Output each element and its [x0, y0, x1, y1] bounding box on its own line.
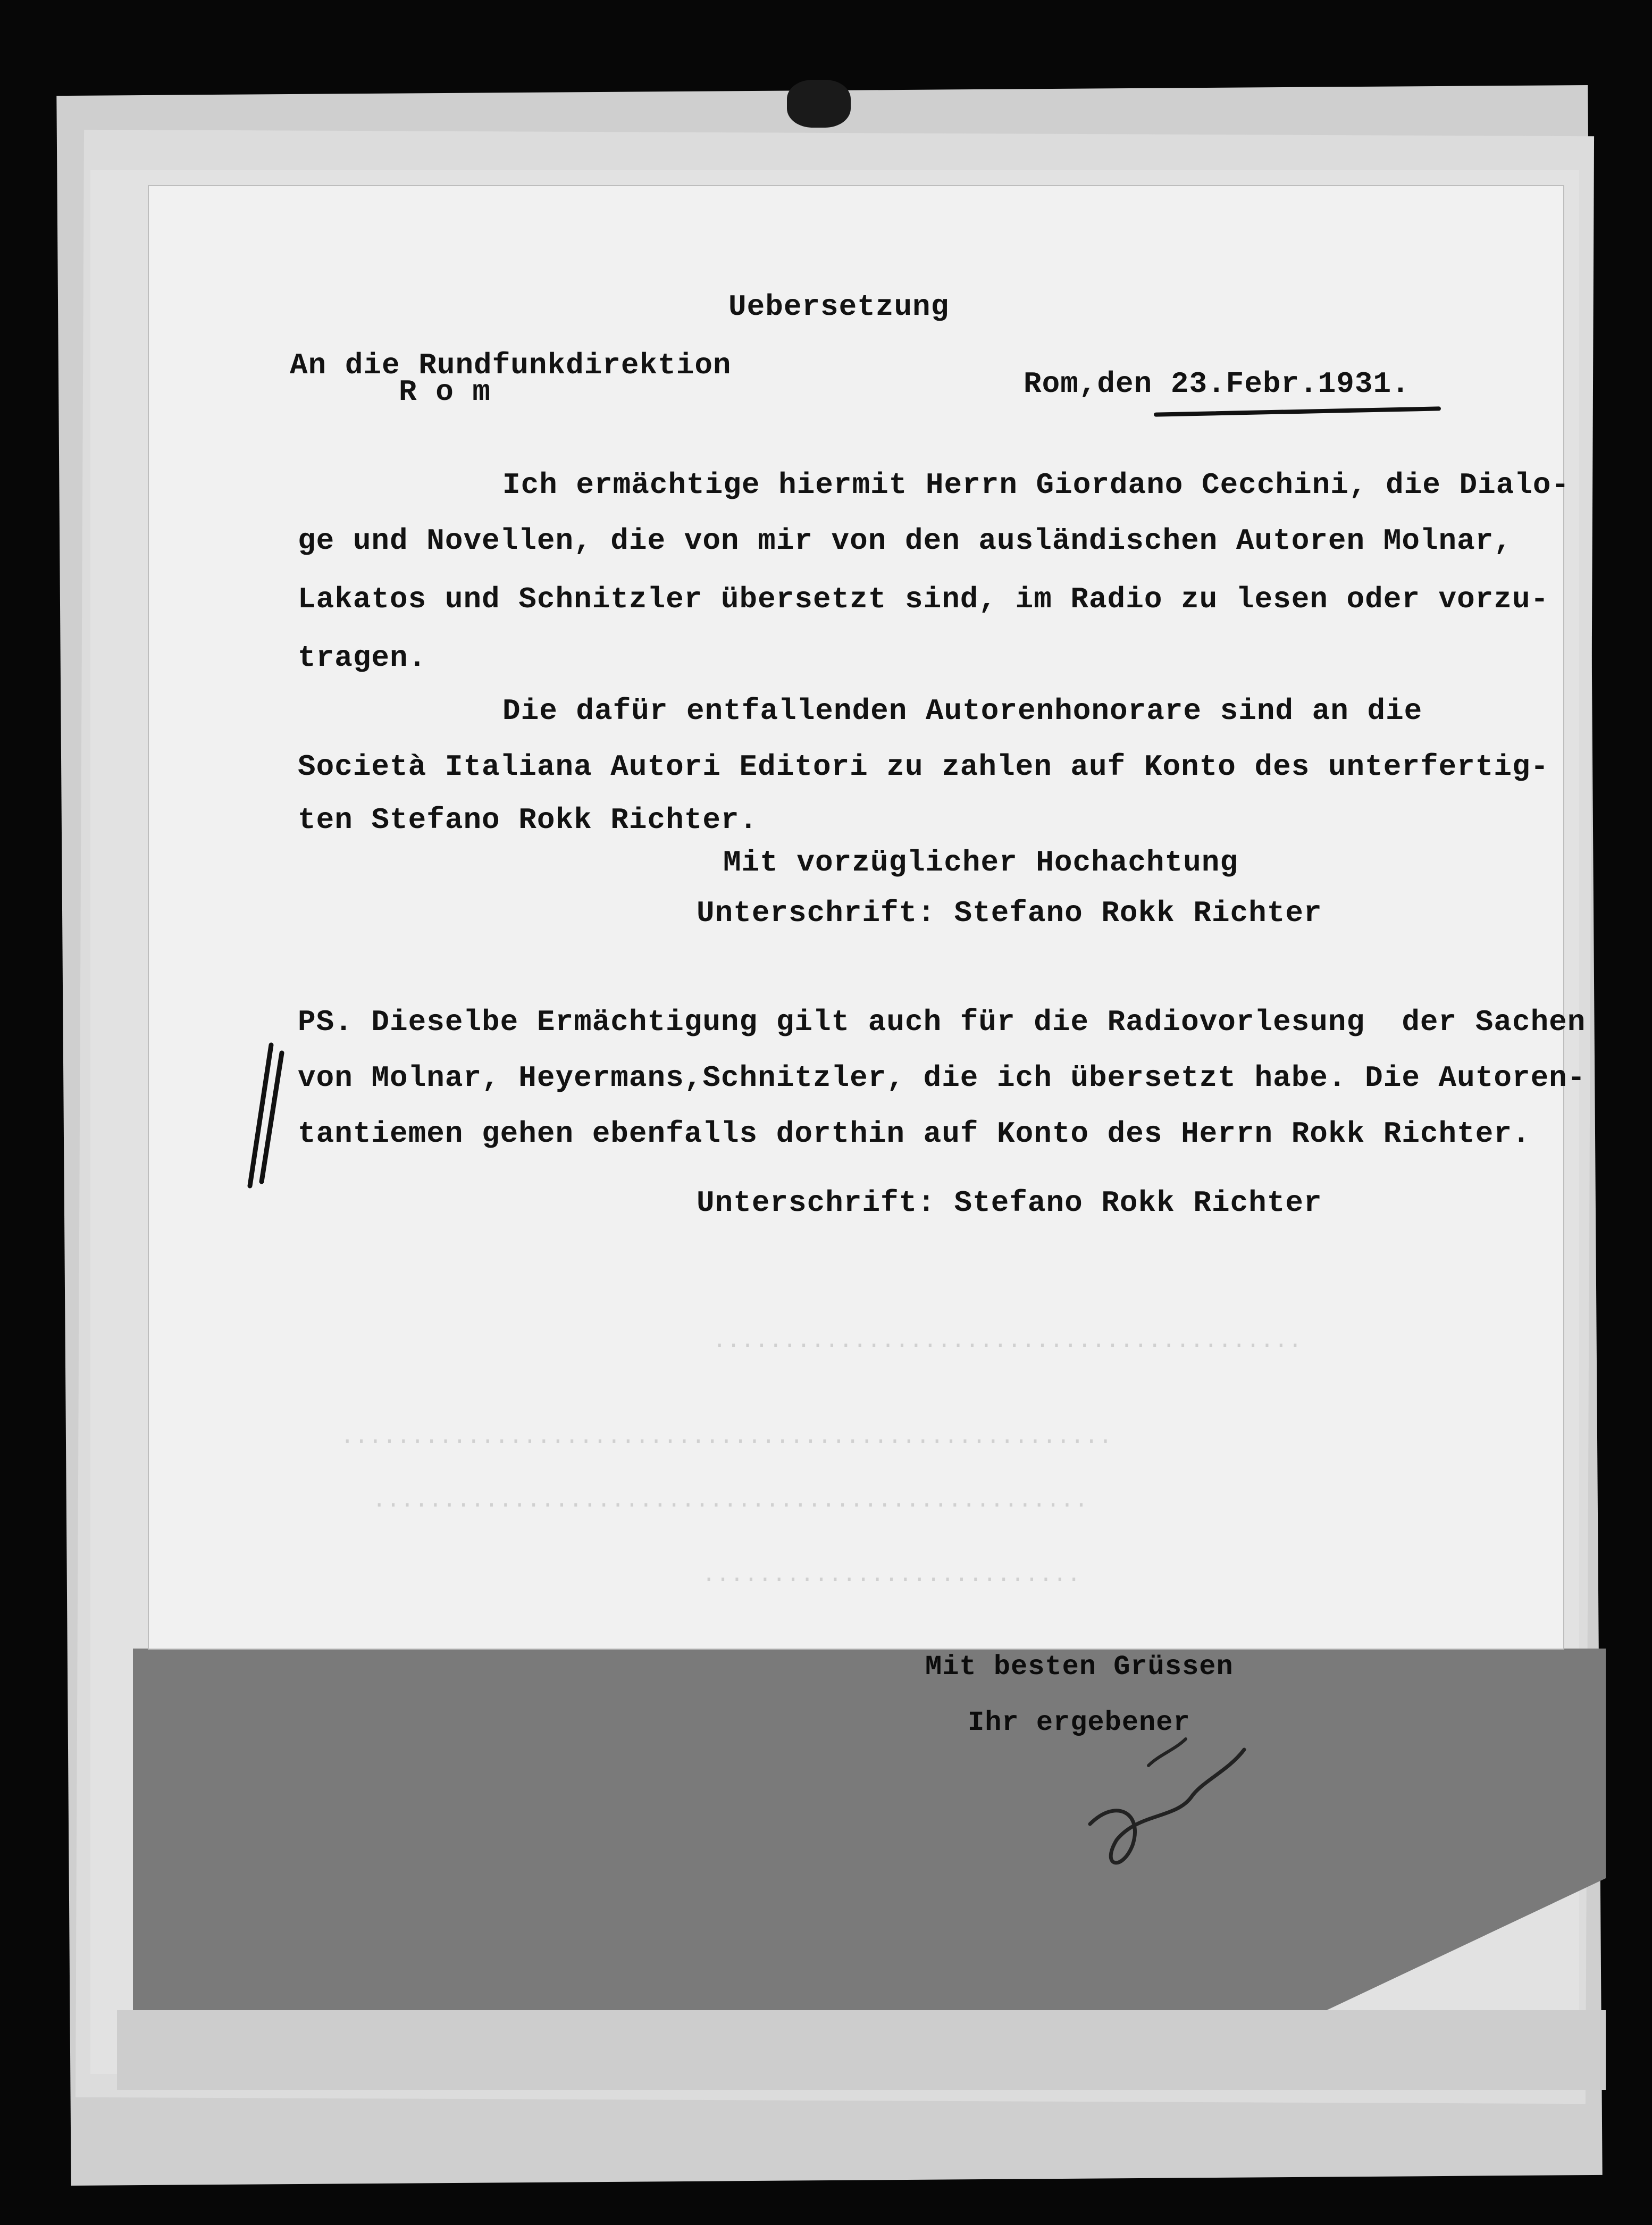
body-line: Die dafür entfallenden Autorenhonorare sind an die [502, 694, 1423, 728]
postscript-line: PS. Dieselbe Ermächtigung gilt auch für die Radiovorlesung der Sachen [298, 1005, 1586, 1039]
underlying-closing: Mit besten Grüssen [925, 1651, 1234, 1683]
handwritten-margin-mark [239, 1042, 287, 1191]
postscript-line: von Molnar, Heyermans,Schnitzler, die ich übersetzt habe. Die Autoren- [298, 1061, 1586, 1095]
body-line: ten Stefano Rokk Richter. [298, 803, 758, 837]
bleed-through-text: ....................................................... [340, 1424, 1113, 1450]
letter-date: Rom,den 23.Febr.1931. [1024, 367, 1410, 401]
bleed-through-text: ................................................... [372, 1487, 1088, 1514]
body-line: Lakatos und Schnitzler übersetzt sind, im Radio zu lesen oder vorzu- [298, 582, 1549, 616]
closing-formula: Mit vorzüglicher Hochachtung [723, 846, 1238, 880]
paper-edge [117, 2010, 1606, 2090]
paper-clip-tear [787, 80, 851, 128]
body-line: ge und Novellen, die von mir von den ausländischen Autoren Molnar, [298, 524, 1512, 558]
body-line: Ich ermächtige hiermit Herrn Giordano Cecchini, die Dialo- [502, 468, 1570, 502]
underlying-closing: Ihr ergebener [968, 1707, 1190, 1738]
body-line: tragen. [298, 641, 427, 675]
typed-signature: Unterschrift: Stefano Rokk Richter [697, 896, 1322, 930]
bleed-through-text: .......................................... [712, 1328, 1302, 1354]
document-heading: Uebersetzung [728, 290, 950, 324]
typed-signature: Unterschrift: Stefano Rokk Richter [697, 1186, 1322, 1220]
addressee-line-1: An die Rundfunkdirektion [290, 348, 732, 382]
shadowed-lower-page [133, 1649, 1606, 2031]
postscript-line: tantiemen gehen ebenfalls dorthin auf Konto des Herrn Rokk Richter. [298, 1117, 1531, 1151]
handwritten-signature [1069, 1691, 1292, 1914]
body-line: Società Italiana Autori Editori zu zahlen auf Konto des unterfertig- [298, 750, 1549, 784]
letter-sheet [149, 186, 1586, 1649]
bleed-through-text: ........................... [702, 1562, 1081, 1588]
addressee-line-2: R o m [399, 375, 491, 409]
